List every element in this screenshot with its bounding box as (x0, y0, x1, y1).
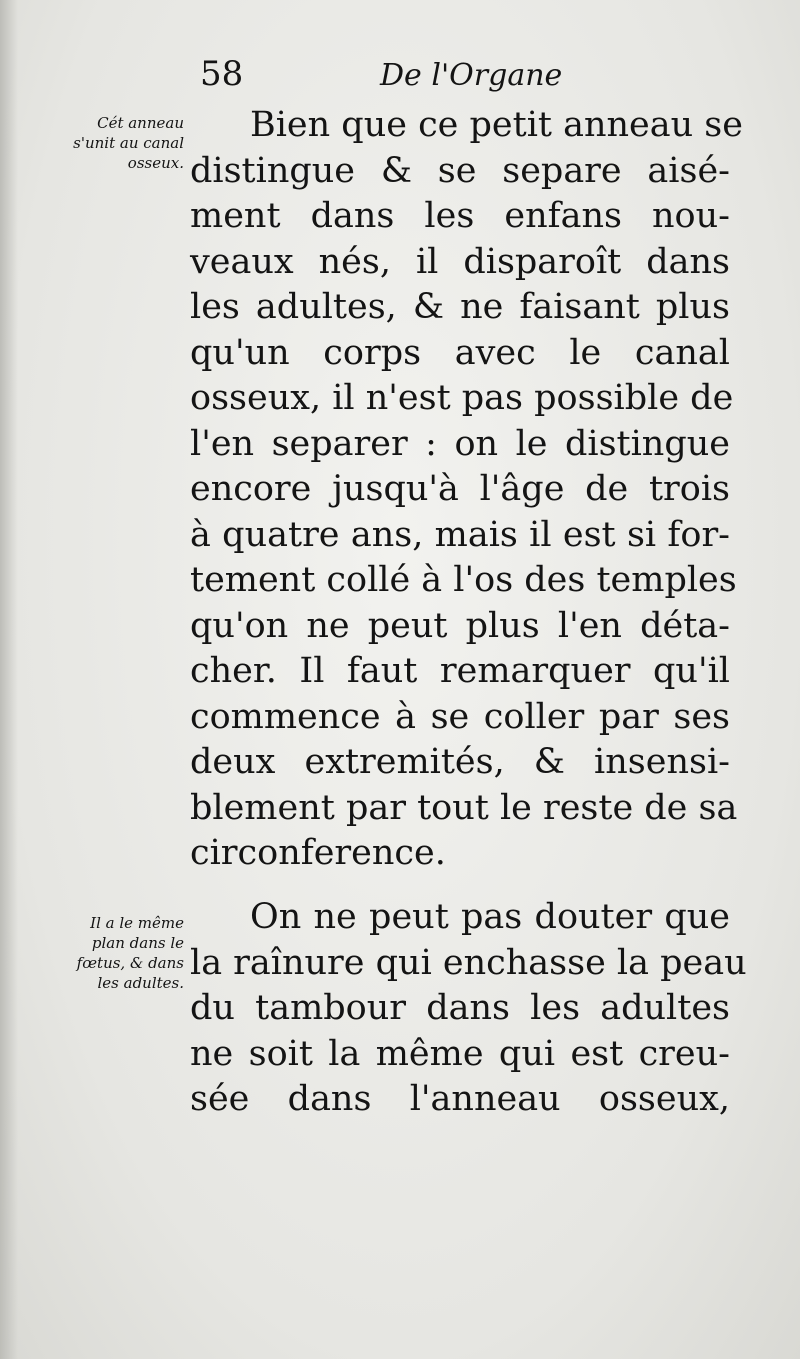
text-line: qu'un corps avec le canal (190, 332, 730, 373)
text-line: tement collé à l'os des temples (190, 560, 737, 600)
text-line: commence à se coller par ses (190, 696, 730, 737)
text-line: osseux, il n'est pas possible de (190, 378, 734, 418)
margin-note-2 (34, 913, 184, 993)
margin-note-line: Il a le même (90, 914, 184, 932)
text-line: qu'on ne peut plus l'en déta- (190, 605, 730, 646)
text-line: deux extremités, & insensi- (190, 742, 730, 782)
margin-note-line: les adultes. (97, 974, 184, 992)
text-line: ne soit la même qui est creu- (190, 1033, 730, 1074)
text-line: sée dans l'anneau osseux, (190, 1079, 730, 1119)
margin-note-line: Cét anneau (97, 114, 184, 132)
text-line: cher. Il faut remarquer qu'il (190, 651, 730, 691)
margin-note-1 (34, 113, 184, 173)
text-line: ment dans les enfans nou- (190, 196, 730, 236)
page-gutter-shadow (0, 0, 18, 1359)
page-number: 58 (200, 54, 244, 94)
text-line: circonference. (190, 833, 446, 873)
margin-note-line: osseux. (127, 154, 184, 172)
text-line: la raînure qui enchasse la peau (190, 942, 747, 983)
text-line: les adultes, & ne faisant plus (190, 287, 730, 327)
text-line: l'en separer : on le distingue (190, 423, 730, 464)
text-line: du tambour dans les adultes (190, 988, 730, 1028)
text-line: encore jusqu'à l'âge de trois (190, 469, 730, 509)
margin-note-line: plan dans le (91, 934, 184, 952)
text-line: à quatre ans, mais il est si for- (190, 514, 730, 555)
text-line: veaux nés, il disparoît dans (190, 241, 730, 282)
text-line: blement par tout le reste de sa (190, 787, 738, 828)
paragraph-2 (190, 895, 747, 1123)
paragraph-1 (190, 103, 743, 877)
text-line: distingue & se separe aisé- (190, 150, 730, 191)
margin-note-line: s'unit au canal (73, 134, 184, 152)
margin-note-line: fœtus, & dans (76, 954, 184, 972)
text-line: On ne peut pas douter que (250, 897, 730, 937)
page-header (200, 52, 600, 100)
text-line: Bien que ce petit anneau se (250, 105, 743, 145)
running-head: De l'Organe (380, 58, 563, 93)
